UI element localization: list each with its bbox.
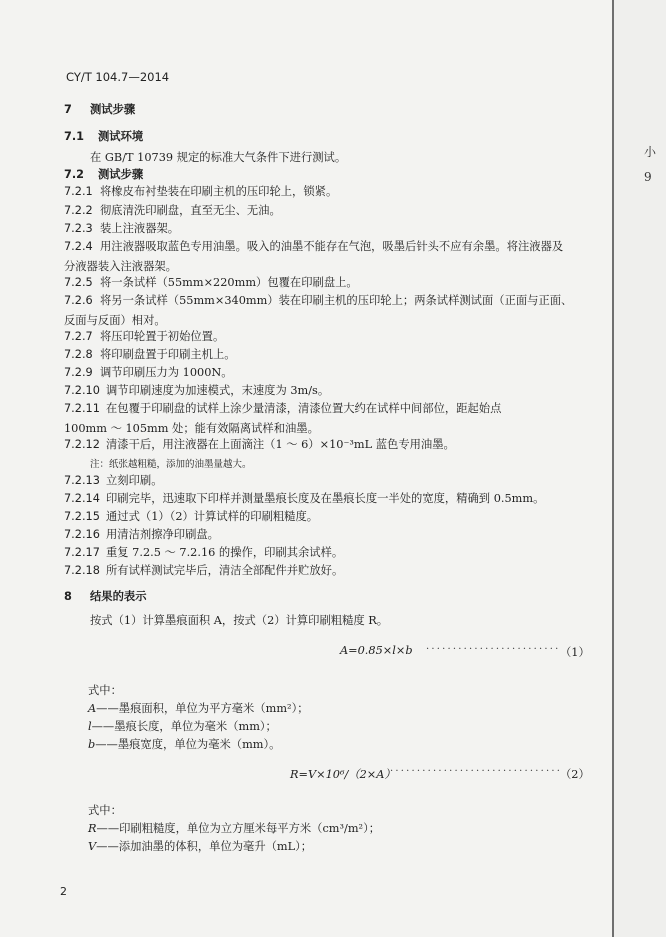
step-row: 7.2.3 装上注液器架。 [64,222,180,235]
step-continuation: 100mm ～ 105mm 处；能有效隔离试样和油墨。 [64,422,319,435]
standard-id: CY/T 104.7—2014 [66,70,170,84]
step-row: 7.2.5 将一条试样（55mm×220mm）包覆在印刷盘上。 [64,276,358,289]
step-row: 7.2.6 将另一条试样（55mm×340mm）装在印刷主机的压印轮上；两条试样测试面（正面与正面、 [64,294,573,307]
env-text: 在 GB/T 10739 规定的标准大气条件下进行测试。 [90,151,347,164]
section-7-2-heading: 7.2 测试步骤 [64,168,144,181]
formula-1-number: （1） [560,646,590,659]
definition-row: R——印刷粗糙度，单位为立方厘米每平方米（cm³/m²）； [88,822,381,835]
step-row: 7.2.17 重复 7.2.5 ～ 7.2.16 的操作，印刷其余试样。 [64,546,344,559]
formula-2-number: （2） [560,768,590,781]
step-row: 7.2.15 通过式（1）（2）计算试样的印刷粗糙度。 [64,510,319,523]
step-row: 7.2.13 立刻印刷。 [64,474,163,487]
definition-row: V——添加油墨的体积，单位为毫升（mL）； [88,840,313,853]
formula-2: R=V×10⁶/（2×A） [290,768,396,781]
definition-row: A——墨痕面积，单位为平方毫米（mm²）； [88,702,309,715]
section-8-intro: 按式（1）计算墨痕面积 A，按式（2）计算印刷粗糙度 R。 [90,614,389,627]
step-row: 7.2.16 用清洁剂擦净印刷盘。 [64,528,219,541]
formula-1-leader: ························· [426,644,561,655]
where-label: 式中： [88,684,122,697]
step-row: 7.2.7 将压印轮置于初始位置。 [64,330,225,343]
section-7-heading: 7 测试步骤 [64,103,136,116]
step-row: 7.2.12 清漆干后，用注液器在上面滴注（1 ～ 6）×10⁻³mL 蓝色专用油墨。 [64,438,455,451]
step-row: 7.2.8 将印刷盘置于印刷主机上。 [64,348,236,361]
step-row: 7.2.14 印刷完毕，迅速取下印样并测量墨痕长度及在墨痕长度一半处的宽度，精确到 0.5mm。 [64,492,545,505]
step-row: 7.2.4 用注液器吸取蓝色专用油墨。吸入的油墨不能存在气泡，吸墨后针头不应有余墨。将注液器及 [64,240,564,253]
next-page-edge [612,0,666,937]
step-row: 7.2.10 调节印刷速度为加速模式，末速度为 3m/s。 [64,384,330,397]
step-continuation: 反面与反面）相对。 [64,314,166,327]
step-row: 7.2.1 将橡皮布衬垫装在印刷主机的压印轮上，锁紧。 [64,185,338,198]
step-row: 7.2.18 所有试样测试完毕后，清洁全部配件并贮放好。 [64,564,344,577]
section-8-heading: 8 结果的表示 [64,590,147,603]
step-row: 7.2.9 调节印刷压力为 1000N。 [64,366,233,379]
formula-2-leader: ································ [390,766,563,777]
step-continuation: 分液器装入注液器架。 [64,260,177,273]
edge-char: 小 [644,145,657,159]
formula-1: A=0.85×l×b [340,644,413,657]
page-number: 2 [60,885,67,898]
step-row: 7.2.2 彻底清洗印刷盘，直至无尘、无油。 [64,204,281,217]
definition-row: l——墨痕长度，单位为毫米（mm）； [88,720,277,733]
section-7-1-heading: 7.1 测试环境 [64,130,144,143]
step-note: 注：纸张越粗糙，添加的油墨量越大。 [90,459,252,470]
definition-row: b——墨痕宽度，单位为毫米（mm）。 [88,738,281,751]
step-row: 7.2.11 在包覆于印刷盘的试样上涂少量清漆，清漆位置大约在试样中间部位，距起始点 [64,402,502,415]
edge-char: 9 [644,170,652,184]
where-label: 式中： [88,804,122,817]
